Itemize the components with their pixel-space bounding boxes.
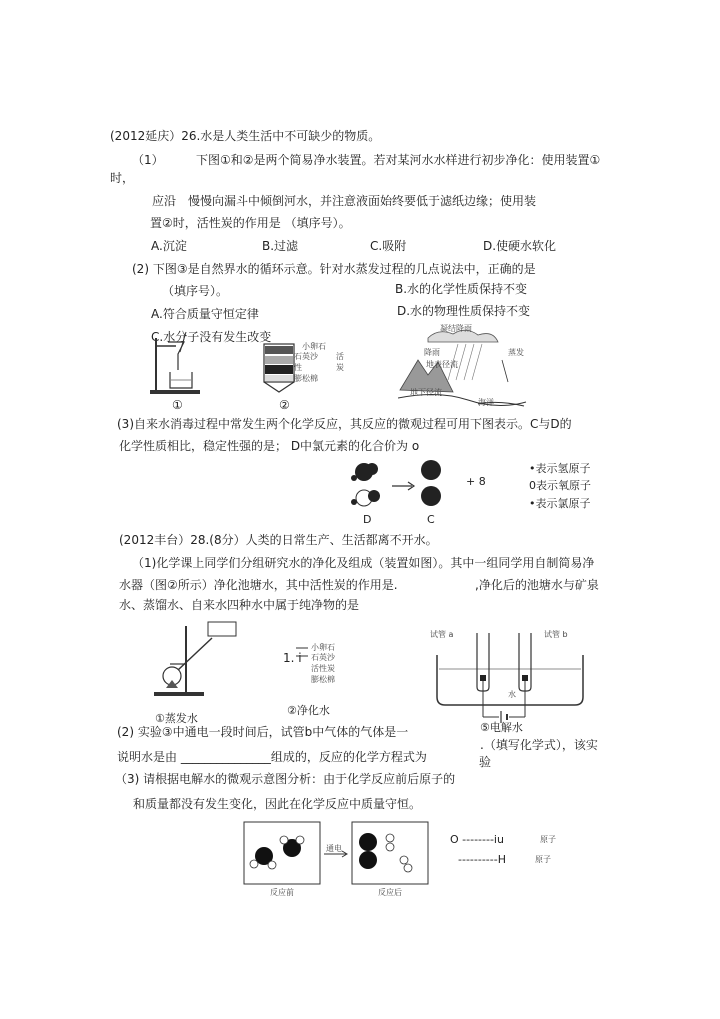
filter-label-sand: 石英沙 [294,352,318,361]
q1-header: (2012延庆）26.水是人类生活中不可缺少的物质。 [110,129,381,143]
chlorine-reaction-figure [346,456,456,516]
q1-option-a: A.沉淀 [151,239,187,253]
q1-option-c: C.吸附 [370,239,407,253]
electrolysis-water: 水 [508,690,516,699]
q1-part1-number: （1） [132,153,164,167]
q2-part2-line1-end: .（填写化学式），该实 [480,738,598,752]
q1-line3: 置②时，活性炭的作用是 （填序号）。 [150,216,351,230]
micro-arrow-label: 通电 [326,844,342,853]
q1-part3-line1: (3)自来水消毒过程中常发生两个化学反应，其反应的微观过程可用下图表示。C与D的 [117,417,572,431]
micro-after-label: 反应后 [378,888,402,897]
filter-label-pebble: 小卵石 [302,342,326,351]
micro-legend-oxygen-atom: 原子 [540,835,556,844]
purifier-mark: 1. i [283,651,302,665]
filter-label-xing: 性 [294,363,302,372]
q1-option-d: D.使硬水软化 [483,239,557,253]
reaction-plus-8: + 8 [466,475,486,488]
cycle-label-evaporate: 蒸发 [508,348,524,357]
figure-electrolysis-label: ⑤电解水 [480,721,523,734]
micro-legend-hydrogen: ----------H [458,853,506,866]
q1-part2-option-c: C.水分子没有发生改变 [151,330,272,344]
q2-part2-line1: (2) 实验③中通电一段时间后，试管b中气体的气体是一 [117,725,409,739]
q1-part2-fill: （填序号）。 [162,284,229,298]
cycle-label-condense: 凝结降雨 [440,324,472,333]
micro-legend-oxygen: O --------iu [450,833,504,846]
q2-part3-line2: 和质量都没有发生变化，因此在化学反应中质量守恒。 [133,797,422,811]
q2-part3-line1: （3) 请根据电解水的微观示意图分析：由于化学反应前后原子的 [115,772,456,786]
q2-part2-line2: 说明水是由 _______________组成的，反应的化学方程式为 [117,750,427,764]
evaporation-apparatus-figure [150,618,250,702]
electrolysis-apparatus-figure [425,625,595,725]
purifier-lines-figure [296,646,310,660]
legend-hydrogen: •表示氢原子 [529,462,591,475]
cycle-label-ocean: 海洋 [478,398,494,407]
micro-before-label: 反应前 [270,888,294,897]
filter-label-peng: 膨 [294,374,302,383]
q1-part1-continuation: 时， [110,171,135,185]
figure-purify-label: ②净化水 [287,704,330,717]
q2-line3: 水、蒸馏水、自来水四种水中属于纯净物的是 [119,598,360,612]
q1-part2-option-b: B.水的化学性质保持不变 [395,282,528,296]
q1-part2-option-d: D.水的物理性质保持不变 [397,304,531,318]
molecule-label-c: C [427,513,435,526]
purifier-label-sand: 石英沙 [311,653,335,662]
figure-2-label: ② [279,398,290,412]
q1-line2-text: 慢慢向漏斗中倾倒河水，并注意液面始终要低于滤纸边缘；使用装 [188,194,537,208]
figure-evaporate-label: ①蒸发水 [155,712,198,725]
q2-line2-end: ,净化后的池塘水与矿泉 [475,578,599,592]
figure-1-label: ① [172,398,183,412]
q1-part3-line2: 化学性质相比，稳定性强的是； D中氯元素的化合价为 o [119,439,420,453]
q2-line1: （1)化学课上同学们分组研究水的净化及组成（装置如图）。其中一组同学用自制简易净 [132,556,595,570]
electrolysis-tube-b: 试管 b [544,630,568,639]
legend-chlorine: •表示氯原子 [529,497,591,510]
purifier-label-pebble: 小卵石 [311,643,335,652]
legend-oxygen: 0表示氧原子 [529,479,591,492]
cycle-label-rain: 降雨 [424,348,440,357]
q1-part2-option-a: A.符合质量守恒定律 [151,307,259,321]
q2-part2-line2-end: 验 [479,755,492,769]
q2-header: (2012丰台）28.(8分）人类的日常生产、生活都离不开水。 [119,533,438,547]
cycle-label-surface-runoff: 地表径流 [426,360,458,369]
filter-label-tan: 炭 [336,363,344,372]
purifier-label-carbon: 活性炭 [311,664,335,673]
water-cycle-figure [398,320,528,414]
q2-line2-start: 水器（图②所示）净化池塘水，其中活性炭的作用是. [119,578,398,592]
q1-part1-text: 下图①和②是两个简易净水装置。若对某河水水样进行初步净化：使用装置① [196,153,601,167]
filter-label-huo: 活 [336,352,344,361]
filter-label-cotton: 松棉 [302,374,318,383]
q1-line2-start: 应沿 [152,194,177,208]
q1-part2-text: (2) 下图③是自然界水的循环示意。针对水蒸发过程的几点说法中，正确的是 [132,262,536,276]
micro-legend-hydrogen-atom: 原子 [535,855,551,864]
cycle-label-underground-runoff: 地下径流 [410,388,442,397]
purifier-label-cotton: 膨松棉 [311,675,335,684]
electrolysis-tube-a: 试管 a [430,630,454,639]
q1-option-b: B.过滤 [262,239,299,253]
molecule-label-d: D [363,513,372,526]
